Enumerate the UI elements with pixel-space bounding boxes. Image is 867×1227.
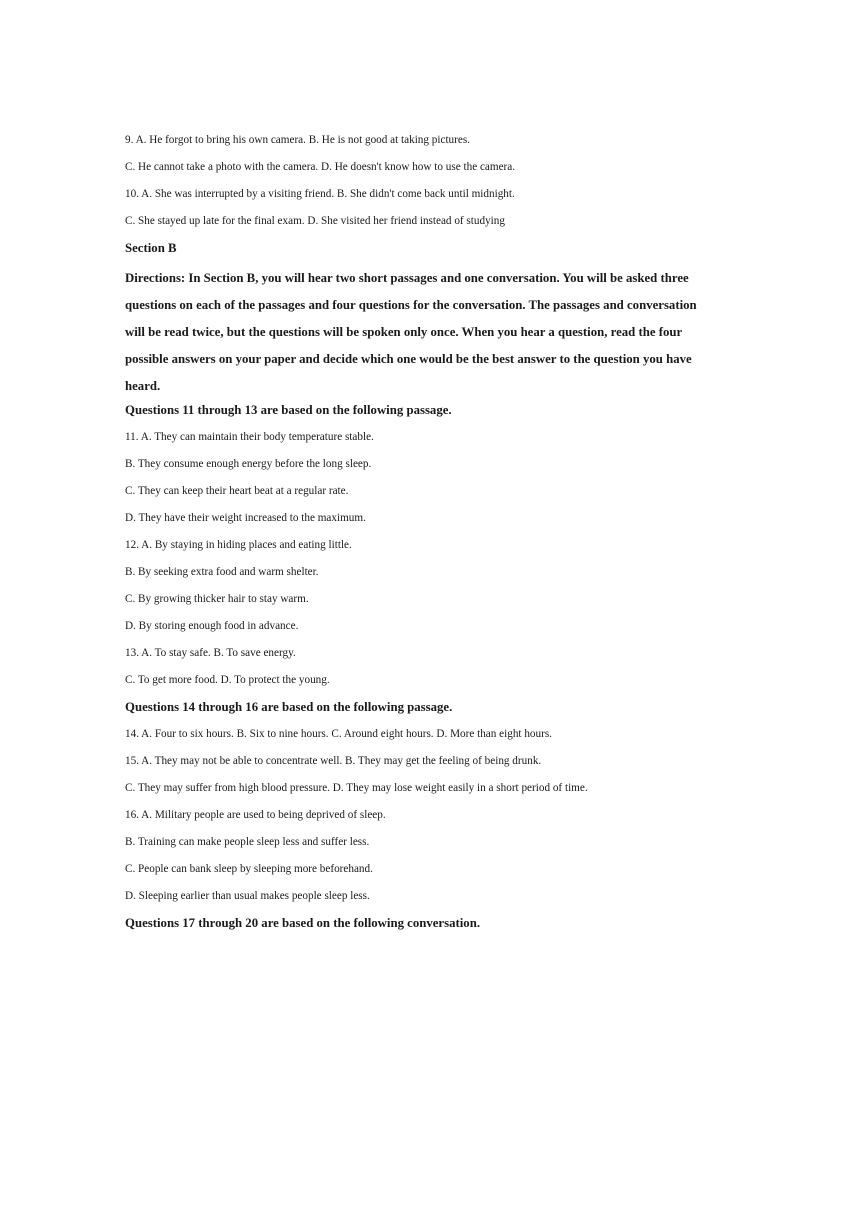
section-b-directions: Directions: In Section B, you will hear two short passages and one conversation. You will be asked three questions on each of the passages and four questions for the conversation. The passages and conversation will be read twice, but the questions will be spoken only once. When you hear a question, read the four possible answers on your paper and decide which one would be the best answer to the question you have heard. [125, 271, 697, 393]
question-11-option-c: C. They can keep their heart beat at a regular rate. [125, 485, 349, 497]
question-16-option-d: D. Sleeping earlier than usual makes people sleep less. [125, 890, 370, 902]
question-15-options-ab: 15. A. They may not be able to concentrate well. B. They may get the feeling of being drunk. [125, 755, 542, 767]
question-10-options-ab: 10. A. She was interrupted by a visiting friend. B. She didn't come back until midnight. [125, 188, 515, 200]
question-12-option-d: D. By storing enough food in advance. [125, 620, 299, 632]
question-12-option-a: 12. A. By staying in hiding places and eating little. [125, 539, 352, 551]
question-12-option-c: C. By growing thicker hair to stay warm. [125, 593, 309, 605]
questions-11-13-heading: Questions 11 through 13 are based on the following passage. [125, 403, 452, 417]
question-12-option-b: B. By seeking extra food and warm shelter. [125, 566, 319, 578]
document-page [125, 130, 725, 940]
question-9-options-ab: 9. A. He forgot to bring his own camera. B. He is not good at taking pictures. [125, 134, 470, 146]
question-10-options-cd: C. She stayed up late for the final exam. D. She visited her friend instead of studying [125, 215, 505, 227]
question-13-options-ab: 13. A. To stay safe. B. To save energy. [125, 647, 296, 659]
question-11-option-d: D. They have their weight increased to the maximum. [125, 512, 366, 524]
question-9-options-cd: C. He cannot take a photo with the camera. D. He doesn't know how to use the camera. [125, 161, 516, 173]
questions-17-20-heading: Questions 17 through 20 are based on the following conversation. [125, 916, 481, 930]
section-b-heading: Section B [125, 241, 177, 255]
question-11-option-a: 11. A. They can maintain their body temperature stable. [125, 431, 374, 443]
question-14-options: 14. A. Four to six hours. B. Six to nine hours. C. Around eight hours. D. More than eight hours. [125, 728, 552, 740]
question-15-options-cd: C. They may suffer from high blood pressure. D. They may lose weight easily in a short period of time. [125, 782, 588, 794]
question-11-option-b: B. They consume enough energy before the long sleep. [125, 458, 372, 470]
question-16-option-c: C. People can bank sleep by sleeping more beforehand. [125, 863, 373, 875]
question-16-option-a: 16. A. Military people are used to being deprived of sleep. [125, 809, 386, 821]
question-16-option-b: B. Training can make people sleep less and suffer less. [125, 836, 370, 848]
questions-14-16-heading: Questions 14 through 16 are based on the following passage. [125, 700, 453, 714]
question-13-options-cd: C. To get more food. D. To protect the young. [125, 674, 330, 686]
